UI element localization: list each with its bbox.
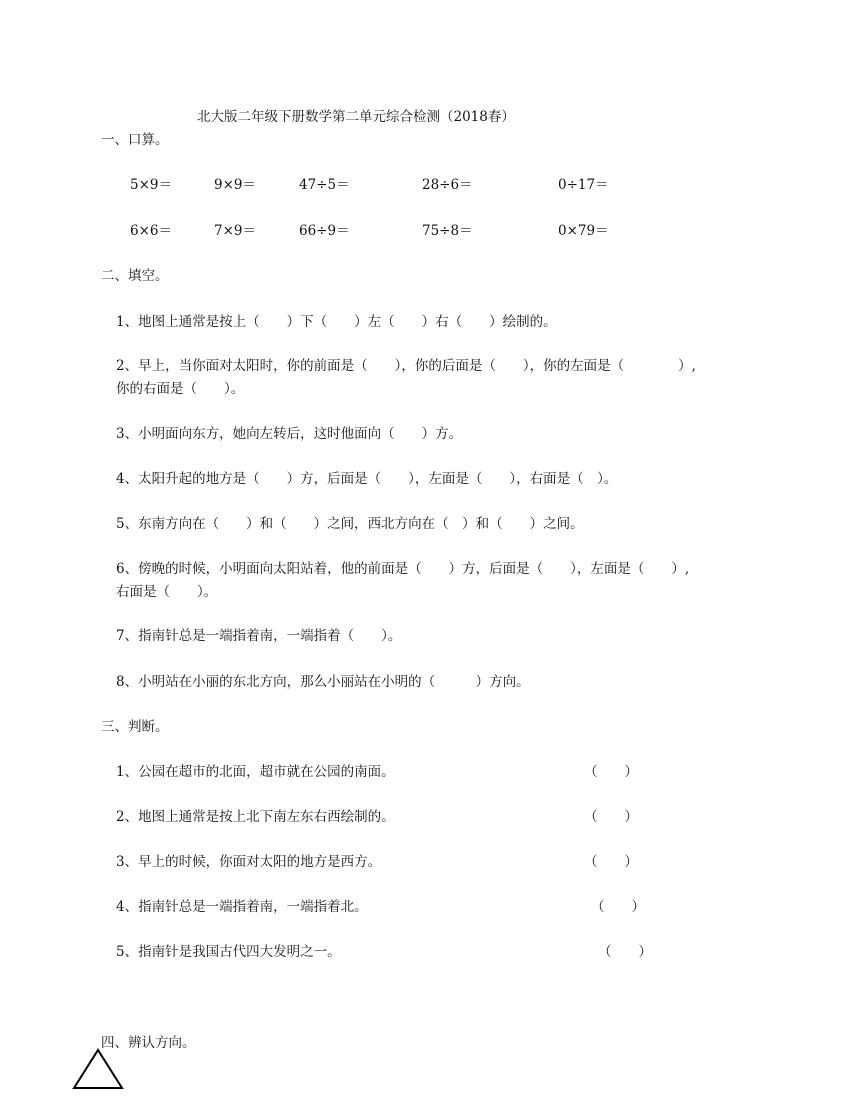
judge-item: 2、地图上通常是按上北下南左东右西绘制的。 bbox=[116, 809, 395, 825]
fill-question-6: 6、傍晚的时候，小明面向太阳站着，他的前面是（ ）方，后面是（ ），左面是（ ）, bbox=[116, 561, 690, 577]
judge-item: 5、指南针是我国古代四大发明之一。 bbox=[116, 944, 341, 960]
calc-item: 7×9＝ bbox=[214, 223, 256, 239]
fill-question-2: 2、早上，当你面对太阳时，你的前面是（ ），你的后面是（ ），你的左面是（ ）, bbox=[116, 358, 696, 374]
fill-question-5: 5、东南方向在（ ）和（ ）之间，西北方向在（ ）和（ ）之间。 bbox=[116, 516, 584, 532]
judge-bracket: （ ） bbox=[584, 764, 638, 780]
triangle-shape-icon bbox=[72, 1048, 124, 1090]
judge-bracket: （ ） bbox=[598, 944, 652, 960]
page-title: 北大版二年级下册数学第二单元综合检测（2018春） bbox=[197, 109, 515, 125]
section-heading-calc: 一、口算。 bbox=[101, 132, 169, 148]
section-heading-direction: 四、辨认方向。 bbox=[101, 1035, 196, 1051]
calc-item: 75÷8＝ bbox=[422, 223, 473, 239]
calc-item: 28÷6＝ bbox=[422, 177, 473, 193]
judge-item: 1、公园在超市的北面，超市就在公园的南面。 bbox=[116, 764, 395, 780]
judge-bracket: （ ） bbox=[584, 809, 638, 825]
judge-bracket: （ ） bbox=[591, 899, 645, 915]
calc-item: 9×9＝ bbox=[214, 177, 256, 193]
section-heading-judge: 三、判断。 bbox=[101, 719, 169, 735]
calc-item: 66÷9＝ bbox=[299, 223, 350, 239]
calc-item: 5×9＝ bbox=[130, 177, 172, 193]
judge-bracket: （ ） bbox=[584, 854, 638, 870]
calc-item: 0×79＝ bbox=[558, 223, 609, 239]
fill-question-1: 1、地图上通常是按上（ ）下（ ）左（ ）右（ ）绘制的。 bbox=[116, 314, 557, 330]
fill-question-2-cont: 你的右面是（ ）。 bbox=[116, 381, 245, 397]
fill-question-6-cont: 右面是（ ）。 bbox=[116, 584, 218, 600]
section-heading-fill: 二、填空。 bbox=[101, 268, 169, 284]
calc-item: 0÷17＝ bbox=[558, 177, 609, 193]
calc-item: 6×6＝ bbox=[130, 223, 172, 239]
fill-question-4: 4、太阳升起的地方是（ ）方，后面是（ ），左面是（ ），右面是（ ）。 bbox=[116, 471, 618, 487]
fill-question-8: 8、小明站在小丽的东北方向，那么小丽站在小明的（ ）方向。 bbox=[116, 674, 530, 690]
fill-question-3: 3、小明面向东方，她向左转后，这时他面向（ ）方。 bbox=[116, 426, 463, 442]
judge-item: 3、早上的时候，你面对太阳的地方是西方。 bbox=[116, 854, 382, 870]
calc-item: 47÷5＝ bbox=[299, 177, 350, 193]
judge-item: 4、指南针总是一端指着南，一端指着北。 bbox=[116, 899, 368, 915]
fill-question-7: 7、指南针总是一端指着南，一端指着（ ）。 bbox=[116, 628, 402, 644]
